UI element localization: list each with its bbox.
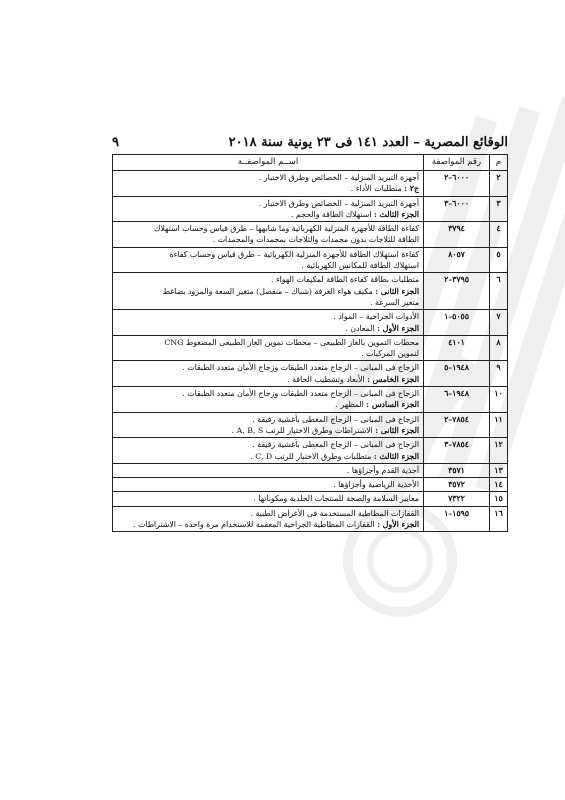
row-number: ١٢ xyxy=(490,438,508,464)
part-label: الجزء الثانى : xyxy=(375,286,419,296)
row-number: ٥ xyxy=(490,247,508,273)
table-row xyxy=(113,506,508,532)
table-row xyxy=(113,478,508,492)
standard-title-line: معايير السلامة والصحة للمنتجات الجلدية ومكوناتها . xyxy=(253,494,419,504)
standard-code: ١٩٤٨–٦ xyxy=(424,387,490,413)
standard-subtitle-line xyxy=(117,374,419,385)
table-row xyxy=(113,412,508,438)
part-text: متطلبات وطرق الاختبار للرتب C, D . xyxy=(250,451,374,461)
page-header xyxy=(112,135,508,153)
standard-code: ٣٥٧٢ xyxy=(424,478,490,492)
standard-name xyxy=(113,361,424,387)
standard-name xyxy=(113,387,424,413)
standard-title-line: كفاءة استهلاك الطاقة للأجهزة المنزلية الكهربائية – طرق قياس وحساب كفاءة xyxy=(169,249,419,259)
standard-name xyxy=(113,335,424,361)
table-header-row xyxy=(113,155,508,171)
column-header-code: رقم المواصفة xyxy=(424,155,490,171)
standard-title-line: أجهزة التبريد المنزلية – الخصائص وطرق الاختبار . xyxy=(258,173,419,182)
standard-subtitle-line xyxy=(117,234,419,245)
part-text: متطلبات الأداء . xyxy=(350,184,405,194)
column-header-name: اســم المواصفــة xyxy=(113,155,424,171)
row-number: ٦ xyxy=(490,273,508,310)
standard-subtitle-line xyxy=(117,425,419,436)
standard-code: ٧٨٥٤–٣ xyxy=(424,438,490,464)
part-text: الأبعاد وتشطيب الحافة . xyxy=(287,374,368,384)
standard-code: ٥٠٥٥–١ xyxy=(424,310,490,336)
part-text: المظهر . xyxy=(335,400,367,410)
standard-subtitle-line xyxy=(117,323,419,334)
standard-code: ١٩٤٨–٥ xyxy=(424,361,490,387)
standard-code: ٣٧٩٤ xyxy=(424,222,490,248)
column-header-number: م xyxy=(490,155,508,171)
row-number: ١١ xyxy=(490,412,508,438)
row-number: ٩ xyxy=(490,361,508,387)
table-row xyxy=(113,492,508,506)
part-label: الجزء الثانى : xyxy=(375,425,419,435)
row-number: ٢ xyxy=(490,171,508,197)
row-number: ٤ xyxy=(490,222,508,248)
page-number: ٩ xyxy=(112,135,119,150)
row-number: ٣ xyxy=(490,196,508,222)
standard-code: ٣٧٩٥–٢ xyxy=(424,273,490,310)
table-row xyxy=(113,361,508,387)
row-number: ١٣ xyxy=(490,463,508,477)
row-number: ١٦ xyxy=(490,506,508,532)
part-text: لتموين المركبات . xyxy=(361,349,419,359)
standard-code: ٧٨٥٤–٢ xyxy=(424,412,490,438)
standard-code: ٦٠٠٠–٢ xyxy=(424,171,490,197)
standard-name xyxy=(113,438,424,464)
row-number: ١٤ xyxy=(490,478,508,492)
row-number: ٧ xyxy=(490,310,508,336)
part-text: مكيف هواء الغرفة (شباك – منفصل) متغير السعة والمزود بضاغط xyxy=(162,286,376,296)
standard-subtitle-line xyxy=(117,348,419,359)
standard-name xyxy=(113,412,424,438)
standard-subtitle-line xyxy=(117,286,419,297)
standard-title-line: متطلبات بطاقة كفاءة الطاقة لمكيفات الهواء . xyxy=(271,275,419,285)
standard-subtitle-line xyxy=(117,260,419,271)
standard-code: ٧٣٢٢ xyxy=(424,492,490,506)
row-number: ١٠ xyxy=(490,387,508,413)
standard-code: ١٥٩٥–١ xyxy=(424,506,490,532)
table-row xyxy=(113,463,508,477)
standard-name xyxy=(113,478,424,492)
standard-title-line: الزجاج فى المبانى – الزجاج متعدد الطبقات وزجاج الأمان متعدد الطبقات . xyxy=(182,389,419,399)
standard-title-line: أجهزة التبريد المنزلية – الخصائص وطرق الاختبار . xyxy=(258,198,419,208)
table-row xyxy=(113,273,508,310)
standard-title-line: كفاءة الطاقة للأجهزة المنزلية الكهربائية وما شابهها – طرق قياس وحساب استهلاك xyxy=(153,224,419,234)
table-row xyxy=(113,171,508,197)
standard-name xyxy=(113,273,424,310)
standard-name xyxy=(113,463,424,477)
part-text: الاشتراطات وطرق الاختبار للرتب A, B, S . xyxy=(231,425,376,435)
standard-name xyxy=(113,506,424,532)
table-row xyxy=(113,247,508,273)
part-text: استهلاك الطاقة للمكانس الكهربائية . xyxy=(301,261,419,271)
part-label: الجزء الخامس : xyxy=(367,374,419,384)
standard-name xyxy=(113,222,424,248)
standard-name xyxy=(113,492,424,506)
part-text: القفازات المطاطية الجراحية المعقمة للاستخدام مرة واحدة – الاشتراطات . xyxy=(133,520,378,530)
standard-title-line: محطات التموين بالغاز الطبيعى – محطات تموين الغاز الطبيعى المضغوط CNG xyxy=(164,337,419,347)
table-row xyxy=(113,310,508,336)
standard-name xyxy=(113,310,424,336)
part-text: استهلاك الطاقة والحجم . xyxy=(290,209,374,219)
standard-title-line: الأحذية الرياضية وأجزاؤها . xyxy=(333,480,419,490)
standard-title-line: الأدوات الجراحية – المواد . xyxy=(333,312,419,322)
table-row xyxy=(113,222,508,248)
standard-title-line: الزجاج فى المبانى – الزجاج متعدد الطبقات وزجاج الأمان متعدد الطبقات . xyxy=(182,363,419,373)
table-row xyxy=(113,196,508,222)
part-text: الطاقة للثلاجات بدون مجمدات والثلاجات بمجمدات والمجمدات . xyxy=(212,235,419,245)
standard-code: ٣٥٧١ xyxy=(424,463,490,477)
standard-code: ٦٠٠٠–٣ xyxy=(424,196,490,222)
standards-table xyxy=(112,154,508,532)
standard-name xyxy=(113,196,424,222)
standard-title-line: الزجاج فى المبانى – الزجاج المغطى بأغشية رقيقة . xyxy=(252,440,419,450)
table-row xyxy=(113,335,508,361)
part-text: المعادن . xyxy=(345,323,378,333)
standard-subtitle-line xyxy=(117,209,419,220)
standard-title-line: أحذية القدم وأجزاؤها . xyxy=(346,465,419,475)
row-number: ٨ xyxy=(490,335,508,361)
part-label: ج٢ : xyxy=(404,184,419,194)
part-label: الجزء الأول : xyxy=(377,520,419,530)
standard-subtitle-line xyxy=(117,183,419,194)
standard-continuation-line: متغير السرعة . xyxy=(369,297,419,307)
standard-title-line: القفازات المطاطية المستخدمة فى الأغراض الطبية . xyxy=(250,508,419,518)
standard-subtitle-line xyxy=(117,399,419,410)
part-label: الجزء السادس : xyxy=(366,400,419,410)
table-row xyxy=(113,387,508,413)
standard-name xyxy=(113,171,424,197)
standard-code: ٤١٠١ xyxy=(424,335,490,361)
gazette-title: الوقائع المصرية – العدد ١٤١ فى ٢٣ يونية سنة ٢٠١٨ xyxy=(228,135,508,150)
part-label: الجزء الثالث : xyxy=(373,209,419,219)
table-row xyxy=(113,438,508,464)
standard-subtitle-line xyxy=(117,519,419,530)
standard-name xyxy=(113,247,424,273)
standard-subtitle-line xyxy=(117,451,419,462)
standard-code: ٨٠٥٧ xyxy=(424,247,490,273)
part-label: الجزء الأول : xyxy=(377,323,419,333)
part-label: الجزء الثالث : xyxy=(373,451,419,461)
standard-title-line: الزجاج فى المبانى – الزجاج المغطى بأغشية رقيقة . xyxy=(252,414,419,424)
row-number: ١٥ xyxy=(490,492,508,506)
table-body xyxy=(113,171,508,532)
